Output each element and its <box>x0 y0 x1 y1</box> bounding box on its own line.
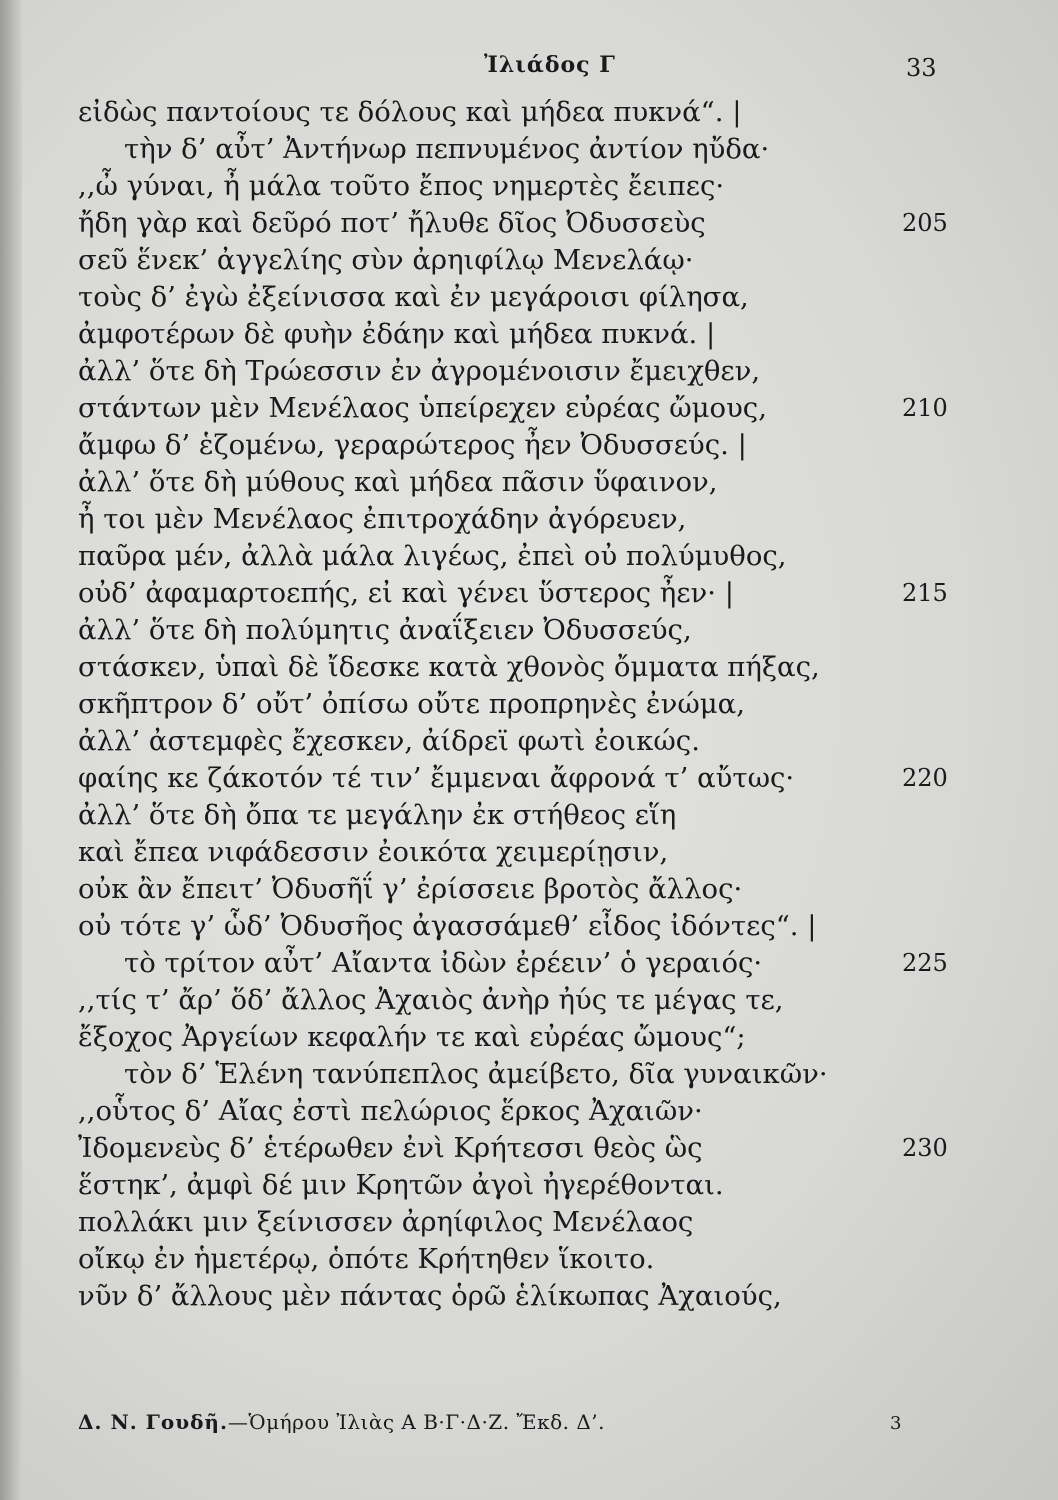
line-number: 205 <box>902 209 948 237</box>
verse-line <box>78 982 978 1019</box>
verse-text: ἀλλ’ ὅτε δὴ πολύμητις ἀναΐξειεν Ὀδυσσεύς, <box>78 614 692 646</box>
verse-text: τὴν δ’ αὖτ’ Ἀντήνωρ πεπνυμένος ἀντίον ηὔδα· <box>124 133 770 165</box>
verse-line <box>78 1204 978 1241</box>
verse-text: Ἰδομενεὺς δ’ ἑτέρωθεν ἐνὶ Κρήτεσσι θεὸς ὣς <box>78 1132 703 1164</box>
line-number: 210 <box>902 394 948 422</box>
verse-line <box>78 1130 978 1167</box>
verse-text: ,,ὦ γύναι, ἦ μάλα τοῦτο ἔπος νημερτὲς ἔειπες· <box>78 170 725 202</box>
verse-line <box>78 94 978 131</box>
verse-text: οὐδ’ ἀφαμαρτοεπής, εἰ καὶ γένει ὕστερος ἦεν· | <box>78 577 734 609</box>
gathering-signature-number: 3 <box>890 1413 902 1434</box>
verse-line <box>78 1093 978 1130</box>
verse-text: ἤδη γὰρ καὶ δεῦρό ποτ’ ἤλυθε δῖος Ὀδυσσεὺς <box>78 207 706 239</box>
verse-line <box>78 1241 978 1278</box>
verse-text: σεῦ ἕνεκ’ ἀγγελίης σὺν ἀρηιφίλῳ Μενελάῳ· <box>78 244 694 276</box>
verse-line <box>78 316 978 353</box>
book-edition: —Ὁμήρου Ἰλιὰς Α Β·Γ·Δ·Ζ. Ἔκδ. Δ’. <box>227 1410 605 1434</box>
verse-text: εἰδὼς παντοίους τε δόλους καὶ μήδεα πυκνά“. | <box>78 96 742 128</box>
verse-text: ,,οὗτος δ’ Αἴας ἐστὶ πελώριος ἕρκος Ἀχαιῶν· <box>78 1095 703 1127</box>
verse-text: τὸν δ’ Ἑλένη τανύπεπλος ἀμείβετο, δῖα γυναικῶν· <box>124 1058 828 1090</box>
verse-text: οὐ τότε γ’ ὧδ’ Ὀδυσῆος ἀγασσάμεθ’ εἶδος ἰδόντες“. | <box>78 910 817 942</box>
page-binding-edge <box>0 0 22 1500</box>
verse-line <box>78 427 978 464</box>
verse-line <box>78 538 978 575</box>
running-header-title: Ἰλιάδος Γ <box>484 52 616 78</box>
verse-text: ἄμφω δ’ ἑζομένω, γεραρώτερος ἦεν Ὀδυσσεύς. | <box>78 429 747 461</box>
verse-line <box>78 279 978 316</box>
verse-line <box>78 871 978 908</box>
verse-line <box>78 390 978 427</box>
verse-line <box>78 353 978 390</box>
verse-text: ἀμφοτέρων δὲ φυὴν ἐδάην καὶ μήδεα πυκνά. | <box>78 318 716 350</box>
verse-line <box>78 908 978 945</box>
verse-text: οὐκ ἂν ἔπειτ’ Ὀδυσῆΐ γ’ ἐρίσσειε βροτὸς ἄλλος· <box>78 873 743 905</box>
verse-line <box>78 760 978 797</box>
verse-text: ἀλλ’ ὅτε δὴ μύθους καὶ μήδεα πᾶσιν ὕφαινον, <box>78 466 718 498</box>
verse-text: πολλάκι μιν ξείνισσεν ἀρηίφιλος Μενέλαος <box>78 1206 694 1238</box>
line-number: 225 <box>902 949 948 977</box>
verse-text: ἕστηκ’, ἀμφὶ δέ μιν Κρητῶν ἀγοὶ ἠγερέθονται. <box>78 1169 724 1201</box>
verse-text: παῦρα μέν, ἀλλὰ μάλα λιγέως, ἐπεὶ οὐ πολύμυθος, <box>78 540 787 572</box>
verse-line <box>78 945 978 982</box>
verse-line <box>78 612 978 649</box>
verse-line <box>78 464 978 501</box>
verse-text: στάντων μὲν Μενέλαος ὑπείρεχεν εὐρέας ὤμους, <box>78 392 767 424</box>
verse-line <box>78 686 978 723</box>
verse-line <box>78 1019 978 1056</box>
printer-signature-line <box>78 1410 605 1434</box>
verse-line <box>78 797 978 834</box>
verse-text: ἀλλ’ ἀστεμφὲς ἔχεσκεν, ἀίδρεϊ φωτὶ ἐοικώς. <box>78 725 700 757</box>
verse-line <box>78 575 978 612</box>
verse-line <box>78 242 978 279</box>
verse-line <box>78 131 978 168</box>
verse-line <box>78 723 978 760</box>
verse-text: ἀλλ’ ὅτε δὴ ὄπα τε μεγάλην ἐκ στήθεος εἵη <box>78 799 677 831</box>
verse-line <box>78 1167 978 1204</box>
publisher-name: Δ. Ν. Γουδῆ. <box>78 1410 228 1434</box>
verse-text: σκῆπτρον δ’ οὔτ’ ὀπίσω οὔτε προπρηνὲς ἐνώμα, <box>78 688 745 720</box>
line-number: 220 <box>902 764 948 792</box>
page-number: 33 <box>906 54 937 82</box>
line-number: 230 <box>902 1134 948 1162</box>
verse-text: φαίης κε ζάκοτόν τέ τιν’ ἔμμεναι ἄφρονά τ’ αὔτως· <box>78 762 795 794</box>
verse-text: ,,τίς τ’ ἄρ’ ὅδ’ ἄλλος Ἀχαιὸς ἀνὴρ ἠύς τε μέγας τε, <box>78 984 784 1016</box>
verse-line <box>78 649 978 686</box>
verse-line <box>78 501 978 538</box>
verse-text: τὸ τρίτον αὖτ’ Αἴαντα ἰδὼν ἐρέειν’ ὁ γεραιός· <box>124 947 763 979</box>
verse-block <box>78 94 978 1315</box>
verse-line <box>78 168 978 205</box>
verse-text: ἔξοχος Ἀργείων κεφαλήν τε καὶ εὐρέας ὤμους“; <box>78 1021 746 1053</box>
verse-line <box>78 1278 978 1315</box>
verse-line <box>78 834 978 871</box>
verse-text: ἀλλ’ ὅτε δὴ Τρώεσσιν ἐν ἀγρομένοισιν ἔμειχθεν, <box>78 355 761 387</box>
line-number: 215 <box>902 579 948 607</box>
verse-text: στάσκεν, ὑπαὶ δὲ ἴδεσκε κατὰ χθονὸς ὄμματα πήξας, <box>78 651 820 683</box>
verse-line <box>78 205 978 242</box>
verse-text: νῦν δ’ ἄλλους μὲν πάντας ὁρῶ ἑλίκωπας Ἀχαιούς, <box>78 1280 782 1312</box>
verse-line <box>78 1056 978 1093</box>
verse-text: καὶ ἔπεα νιφάδεσσιν ἐοικότα χειμερίῃσιν, <box>78 836 669 868</box>
verse-text: ἦ τοι μὲν Μενέλαος ἐπιτροχάδην ἀγόρευεν, <box>78 503 687 535</box>
verse-text: τοὺς δ’ ἐγὼ ἐξείνισσα καὶ ἐν μεγάροισι φίλησα, <box>78 281 749 313</box>
verse-text: οἴκῳ ἐν ἡμετέρῳ, ὁπότε Κρήτηθεν ἵκοιτο. <box>78 1243 655 1275</box>
